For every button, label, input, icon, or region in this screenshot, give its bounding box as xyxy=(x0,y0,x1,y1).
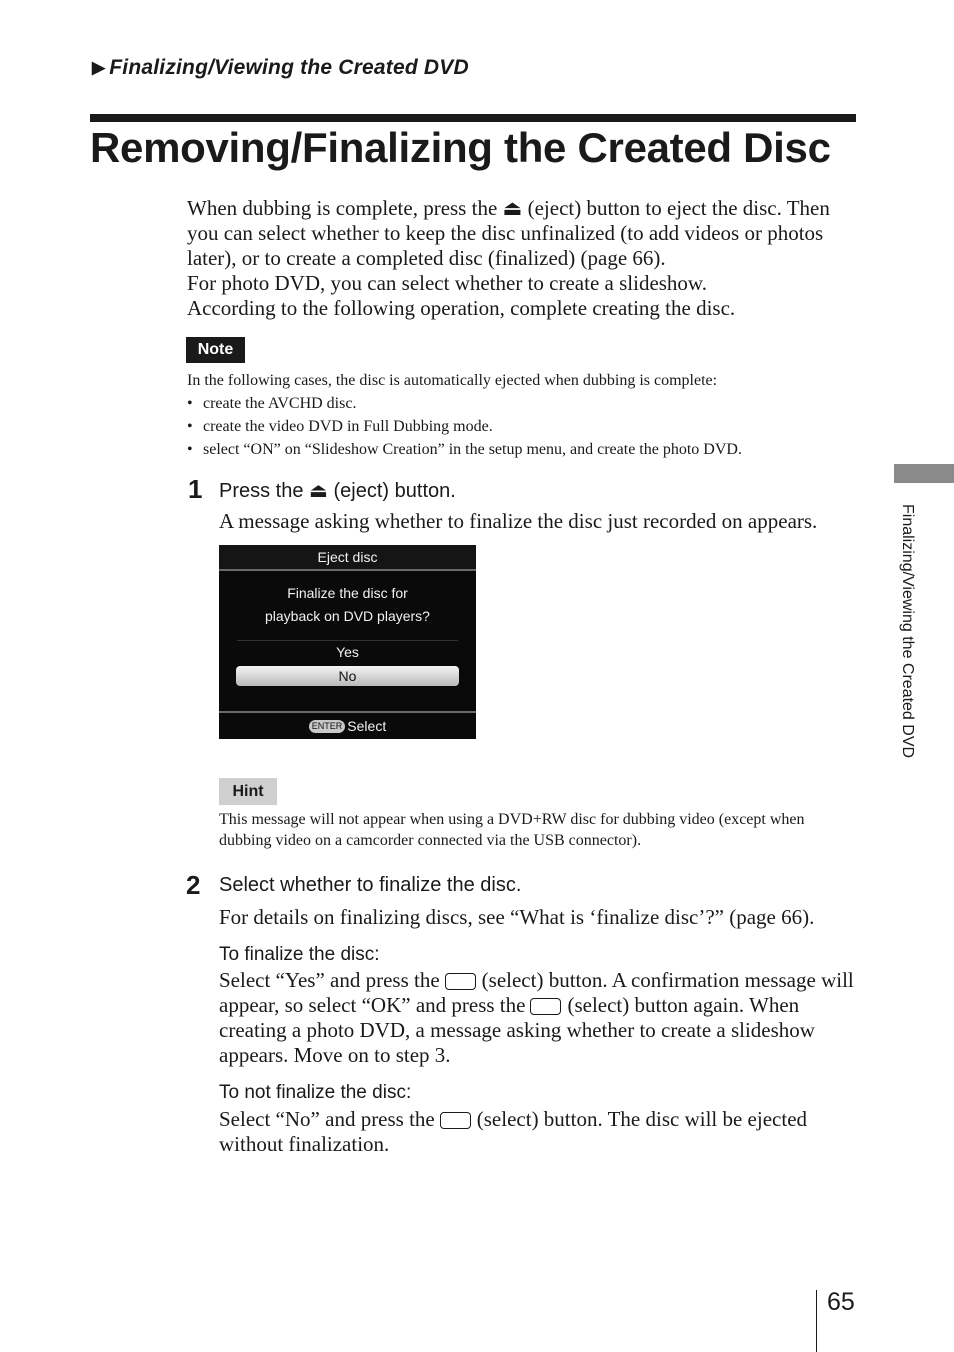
select-button-icon xyxy=(530,998,561,1015)
note-list-item xyxy=(187,415,867,438)
step-2-description: For details on finalizing discs, see “What is ‘finalize disc’?” (page 66). xyxy=(219,905,815,929)
step-1-number: 1 xyxy=(188,474,203,504)
finalize-heading: To finalize the disc: xyxy=(219,944,380,965)
hint-text: This message will not appear when using a DVD+RW disc for dubbing video (except when dubbing video on a camcorder connected via the USB connector). xyxy=(219,811,805,849)
screen-footer-label: Select xyxy=(347,718,387,734)
enter-button-icon: ENTER xyxy=(309,720,346,733)
note-list-item xyxy=(187,438,867,461)
side-tab-marker xyxy=(894,464,954,483)
screen-footer xyxy=(219,714,476,738)
page-number: 65 xyxy=(827,1288,855,1316)
title-rule xyxy=(90,114,856,122)
intro-paragraph-1 xyxy=(187,196,855,271)
step-1-heading-before: Press the xyxy=(219,480,304,502)
screen-footer-rule xyxy=(219,711,476,713)
note-badge: Note xyxy=(186,337,245,363)
step-1-heading xyxy=(219,478,456,503)
bullet-icon: • xyxy=(187,441,193,458)
section-header xyxy=(92,56,469,80)
hint-badge: Hint xyxy=(219,778,277,805)
select-button-icon xyxy=(445,973,476,990)
side-section-label: Finalizing/Viewing the Created DVD xyxy=(899,504,916,759)
note-list-item xyxy=(187,392,867,415)
note-intro: In the following cases, the disc is automatically ejected when dubbing is complete: xyxy=(187,372,718,389)
device-screen xyxy=(219,545,476,739)
note-block xyxy=(187,369,867,461)
note-item-text: create the AVCHD disc. xyxy=(203,395,357,412)
step-1-heading-after: (eject) button. xyxy=(333,480,456,502)
note-list xyxy=(187,392,867,461)
step-1-description: A message asking whether to finalize the disc just recorded on appears. xyxy=(219,509,818,533)
note-item-text: select “ON” on “Slideshow Creation” in the setup menu, and create the photo DVD. xyxy=(203,441,742,458)
not-finalize-text-part-1: Select “No” and press the xyxy=(219,1107,435,1131)
finalize-text-part-3: (select) button again. When creating a photo DVD, a message asking whether to create a slideshow appears. Move on to step 3. xyxy=(219,993,815,1067)
bullet-icon: • xyxy=(187,395,193,412)
step-2-heading: Select whether to finalize the disc. xyxy=(219,874,522,896)
intro-line1-after: (eject) button to eject the disc. Then you can select whether to keep the disc unfinalized (to add videos or photos later), or to create a completed disc (finalized) (page 66). xyxy=(187,196,830,270)
select-button-icon xyxy=(440,1112,471,1129)
intro-text xyxy=(187,196,855,321)
page-number-rule xyxy=(816,1290,817,1352)
not-finalize-text xyxy=(219,1107,859,1157)
screen-title: Eject disc xyxy=(219,545,476,571)
screen-separator xyxy=(237,640,458,641)
not-finalize-heading: To not finalize the disc: xyxy=(219,1082,412,1103)
screen-question-line-2: playback on DVD players? xyxy=(265,608,430,624)
intro-paragraph-3: According to the following operation, complete creating the disc. xyxy=(187,296,736,320)
section-header-text: Finalizing/Viewing the Created DVD xyxy=(109,56,469,79)
bullet-icon: • xyxy=(187,418,193,435)
intro-paragraph-2: For photo DVD, you can select whether to create a slideshow. xyxy=(187,271,707,295)
screen-option-no[interactable]: No xyxy=(236,666,459,686)
eject-icon: ⏏ xyxy=(309,480,328,502)
triangle-icon: ▶ xyxy=(92,58,106,77)
screen-option-yes[interactable]: Yes xyxy=(336,644,359,660)
page-title: Removing/Finalizing the Created Disc xyxy=(90,124,831,171)
finalize-text-part-2: (select) button. A confirmation message will appear, so select “OK” and press the xyxy=(219,968,854,1017)
screen-question-line-1: Finalize the disc for xyxy=(287,585,408,601)
step-2-number: 2 xyxy=(186,870,201,900)
eject-icon: ⏏ xyxy=(502,196,523,220)
note-item-text: create the video DVD in Full Dubbing mode. xyxy=(203,418,493,435)
intro-line1-before: When dubbing is complete, press the xyxy=(187,196,498,220)
finalize-text-part-1: Select “Yes” and press the xyxy=(219,968,440,992)
not-finalize-text-part-2: (select) button. The disc will be ejected without finalization. xyxy=(219,1107,808,1156)
finalize-text xyxy=(219,968,859,1068)
